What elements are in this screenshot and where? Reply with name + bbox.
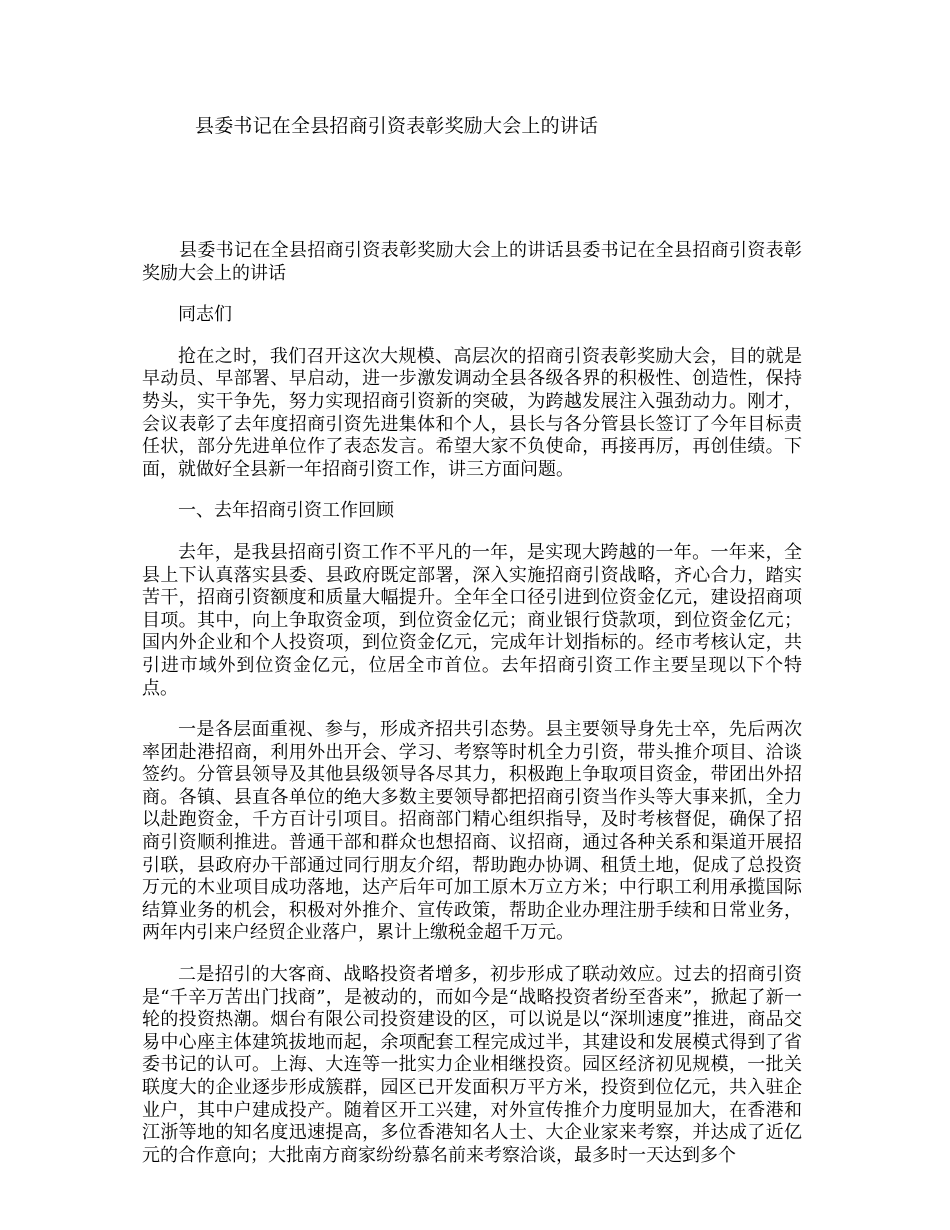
document-subtitle: 县委书记在全县招商引资表彰奖励大会上的讲话县委书记在全县招商引资表彰奖励大会上的讲话: [142, 240, 802, 284]
section-heading-review: 一、去年招商引资工作回顾: [178, 500, 394, 522]
salutation: 同志们: [178, 304, 232, 326]
paragraph-point-one: 一是各层面重视、参与，形成齐招共引态势。县主要领导身先士卒，先后两次率团赴港招商，利用外出开会、学习、考察等时机全力引资，带头推介项目、洽谈签约。分管县领导及其他县级领导各尽其力，积极跑上争取项目资金，带团出外招商。各镇、县直各单位的绝大多数主要领导都把招商引资当作头等大事来抓，全力以赴跑资金，千方百计引项目。招商部门精心组织指导，及时考核督促，确保了招商引资顺利推进。普通干部和群众也想招商、议招商，通过各种关系和渠道开展招引联，县政府办干部通过同行朋友介绍，帮助跑办协调、租赁土地，促成了总投资万元的木业项目成功落地，达产后年可加工原木万立方米；中行职工利用承揽国际结算业务的机会，积极对外推介、宣传政策，帮助企业办理注册手续和日常业务，两年内引来户经贸企业落户，累计上缴税金超千万元。: [142, 719, 802, 944]
document-title: 县委书记在全县招商引资表彰奖励大会上的讲话: [195, 115, 599, 137]
document-body: [142, 240, 802, 1186]
paragraph-review: 去年，是我县招商引资工作不平凡的一年，是实现大跨越的一年。一年来，全县上下认真落实县委、县政府既定部署，深入实施招商引资战略，齐心合力，踏实苦干，招商引资额度和质量大幅提升。全年全口径引进到位资金亿元，建设招商项目项。其中，向上争取资金项，到位资金亿元；商业银行贷款项，到位资金亿元；国内外企业和个人投资项，到位资金亿元，完成年计划指标的。经市考核认定，共引进市域外到位资金亿元，位居全市首位。去年招商引资工作主要呈现以下个特点。: [142, 541, 802, 699]
paragraph-point-two: 二是招引的大客商、战略投资者增多，初步形成了联动效应。过去的招商引资是“千辛万苦出门找商”，是被动的，而如今是“战略投资者纷至沓来”，掀起了新一轮的投资热潮。烟台有限公司投资建设的区，可以说是以“深圳速度”推进，商品交易中心座主体建筑拔地而起，余项配套工程完成过半，其建设和发展模式得到了省委书记的认可。上海、大连等一批实力企业相继投资。园区经济初见规模，一批关联度大的企业逐步形成簇群，园区已开发面积万平方米，投资到位亿元，共入驻企业户，其中户建成投产。随着区开工兴建，对外宣传推介力度明显加大，在香港和江浙等地的知名度迅速提高，多位香港知名人士、大企业家来考察，并达成了近亿元的合作意向；大批南方商家纷纷慕名前来考察洽谈，最多时一天达到多个: [142, 964, 802, 1166]
paragraph-intro: 抢在之时，我们召开这次大规模、高层次的招商引资表彰奖励大会，目的就是早动员、早部署、早启动，进一步激发调动全县各级各界的积极性、创造性，保持势头，实干争先，努力实现招商引资新的突破，为跨越发展注入强劲动力。刚才，会议表彰了去年度招商引资先进集体和个人，县长与各分管县长签订了今年目标责任状，部分先进单位作了表态发言。希望大家不负使命，再接再厉，再创佳绩。下面，就做好全县新一年招商引资工作，讲三方面问题。: [142, 345, 802, 480]
